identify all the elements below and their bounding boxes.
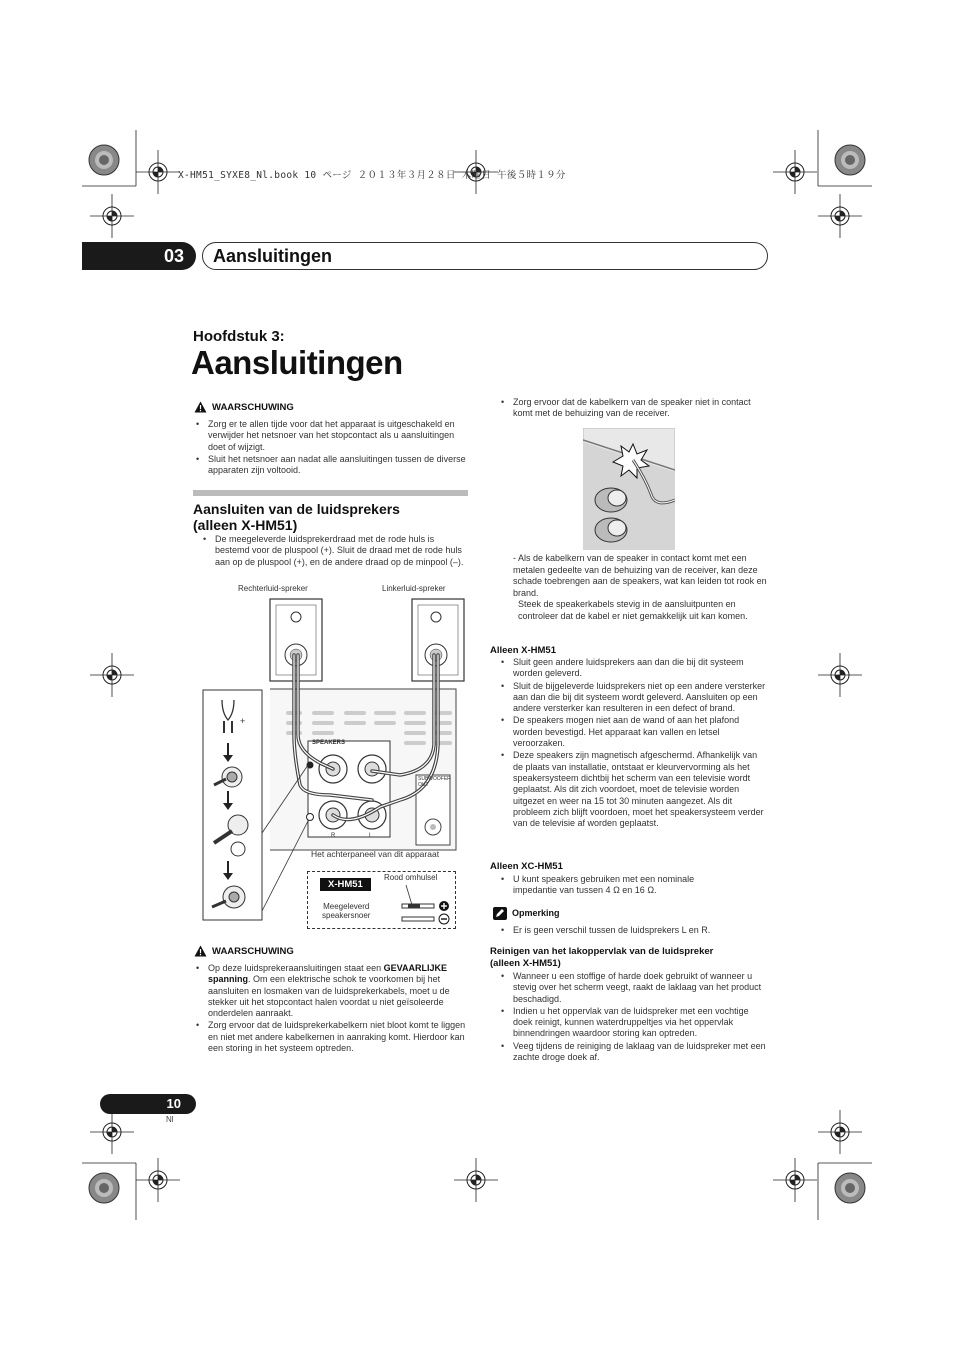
list-item: • Er is geen verschil tussen de luidsprekers L en R. bbox=[499, 925, 767, 936]
r-terminal-label: R bbox=[331, 833, 336, 839]
list-item: • Zorg ervoor dat de kabelkern van de speaker niet in contact komt met de behuizing van de receiver. bbox=[499, 397, 767, 420]
list-item: • Sluit de bijgeleverde luidsprekers niet op een andere versterker aan dan die bij dit systeem wordt geleverd. Aansluiten op een andere versterker kan resulteren in een defect of brand. bbox=[499, 681, 767, 715]
chapter-label: Hoofdstuk 3: bbox=[193, 328, 285, 345]
book-header-line: X-HM51_SYXE8_Nl.book 10 ページ ２０１３年３月２８日 木曜日 午後５時１９分 bbox=[178, 170, 566, 181]
warning-block-1 bbox=[194, 401, 468, 477]
left-speaker-label: Linkerluid-spreker bbox=[382, 584, 446, 593]
warning-icon bbox=[194, 401, 207, 413]
right-speaker-illustration bbox=[270, 599, 322, 681]
warning-block-2 bbox=[194, 945, 469, 1055]
warning-heading-1 bbox=[194, 401, 468, 413]
list-item: • Sluit geen andere luidsprekers aan dan die bij dit systeem worden geleverd. bbox=[499, 657, 767, 680]
section-divider bbox=[193, 490, 468, 496]
diagram-caption: Het achterpaneel van dit apparaat bbox=[311, 849, 440, 859]
warning-label: WAARSCHUWING bbox=[212, 945, 294, 957]
chapter-number-badge: 03 bbox=[82, 242, 196, 270]
l-terminal-label: L bbox=[369, 833, 373, 839]
list-item: • Op deze luidsprekeraansluitingen staat een GEVAARLIJKE spanning. Om een elektrische schok te voorkomen bij het aansluiten en losmaken van de luidsprekerkabels, moet u de stekker uit het stopcontact halen voordat u niet geïsoleerde onderdelen aanraakt. bbox=[194, 963, 469, 1019]
warning-list-2 bbox=[194, 963, 469, 1054]
list-item: • Indien u het oppervlak van de luidspreker met een vochtige doek reinigt, kunnen waterdruppeltjes via het oppervlak binnendringen waardoor storing kan optreden. bbox=[499, 1006, 767, 1040]
list-item: • Deze speakers zijn magnetisch afgeschermd. Afhankelijk van de plaats van installatie, ontstaat er kleurvervorming als het speakersysteem dichtbij het scherm van een televisie wordt geplaatst. Als dit zich voordoet, moet de televisie worden uitgezet en weer na 15 tot 30 minuten aangezet. Als dit probleem zich blijft voordoen, moet het speakersysteem verder van de televisie af worden geplaatst. bbox=[499, 750, 767, 829]
section-title-line1: Aansluiten van de luidsprekers bbox=[193, 501, 400, 517]
xhm51-heading: Alleen X-HM51 bbox=[490, 645, 556, 656]
page-language: Nl bbox=[166, 1115, 174, 1124]
speakers-terminal-label: SPEAKERS bbox=[312, 740, 346, 746]
cable-legend-box bbox=[307, 871, 456, 929]
list-item: • De speakers mogen niet aan de wand of aan het plafond worden bevestigd. Het apparaat kan vallen en letsel veroorzaken. bbox=[499, 715, 767, 749]
list-item: • De meegeleverde luidsprekerdraad met de rode huls is bestemd voor de pluspool (+). Sluit de draad met de rode huls aan op de pluspool (+), en de andere draad op de minpool (–). bbox=[201, 534, 469, 568]
section-title-line2: (alleen X-HM51) bbox=[193, 517, 298, 533]
section-list bbox=[201, 534, 469, 569]
list-item: • Zorg ervoor dat de luidsprekerkabelkern niet bloot komt te liggen en niet met andere kabelkernen in aanraking komt. Hierdoor kan een storing in het systeem optreden. bbox=[194, 1020, 469, 1054]
page-number: 10 bbox=[100, 1094, 196, 1114]
page-title: Aansluitingen bbox=[191, 344, 403, 381]
cable-contact-illustration bbox=[583, 428, 675, 550]
cable-illustration bbox=[396, 883, 452, 927]
red-sleeve-label: Rood omhulsel bbox=[384, 873, 438, 882]
cleaning-list bbox=[499, 971, 767, 1064]
dash-note: - Als de kabelkern van de speaker in contact komt met een metalen gedeelte van de behuizing van de receiver, kan deze schade toebrengen aan de speakers, wat kan leiden tot rook en brand. Steek de speakerkabels stevig in de aansluitpunten en controleer dat de kabel er niet gemakkelijk uit kan komen. bbox=[513, 553, 767, 621]
cleaning-heading: Reinigen van het lakoppervlak van de luidspreker (alleen X-HM51) bbox=[490, 946, 714, 969]
list-item: • Veeg tijdens de reiniging de laklaag van de luidspreker met een zachte droge doek af. bbox=[499, 1041, 767, 1064]
warning-heading-2 bbox=[194, 945, 469, 957]
list-item: • U kunt speakers gebruiken met een nominale impedantie van tussen 4 Ω en 16 Ω. bbox=[499, 874, 729, 897]
list-item: • Wanneer u een stoffige of harde doek gebruikt of wanneer u stevig over het scherm veegt, raakt de laklaag van het product beschadigd. bbox=[499, 971, 767, 1005]
note-list bbox=[499, 925, 767, 937]
note-icon bbox=[493, 907, 507, 920]
warning-label: WAARSCHUWING bbox=[212, 401, 294, 413]
note-heading: Opmerking bbox=[493, 907, 560, 920]
list-item: • Zorg er te allen tijde voor dat het apparaat is uitgeschakeld en verwijder het netsnoer van het stopcontact als u aansluitingen doet of wijzigt. bbox=[194, 419, 468, 453]
section-title bbox=[193, 501, 400, 533]
xchm51-list bbox=[499, 874, 729, 898]
list-item: • Sluit het netsnoer aan nadat alle aansluitingen tussen de diverse apparaten zijn voltooid. bbox=[194, 454, 468, 477]
subwoofer-out-label: SUBWOOFER OUT bbox=[418, 776, 451, 788]
xhm51-list bbox=[499, 657, 767, 830]
model-badge: X-HM51 bbox=[320, 878, 371, 891]
right-top-list bbox=[499, 397, 767, 421]
plus-label: + bbox=[240, 716, 246, 726]
right-speaker-label: Rechterluid-spreker bbox=[238, 584, 308, 593]
chapter-title-box: Aansluitingen bbox=[202, 242, 768, 270]
supplied-cable-label: Meegeleverd speakersnoer bbox=[322, 902, 371, 920]
xchm51-heading: Alleen XC-HM51 bbox=[490, 861, 563, 872]
warning-list-1 bbox=[194, 419, 468, 476]
warning-icon bbox=[194, 945, 207, 957]
